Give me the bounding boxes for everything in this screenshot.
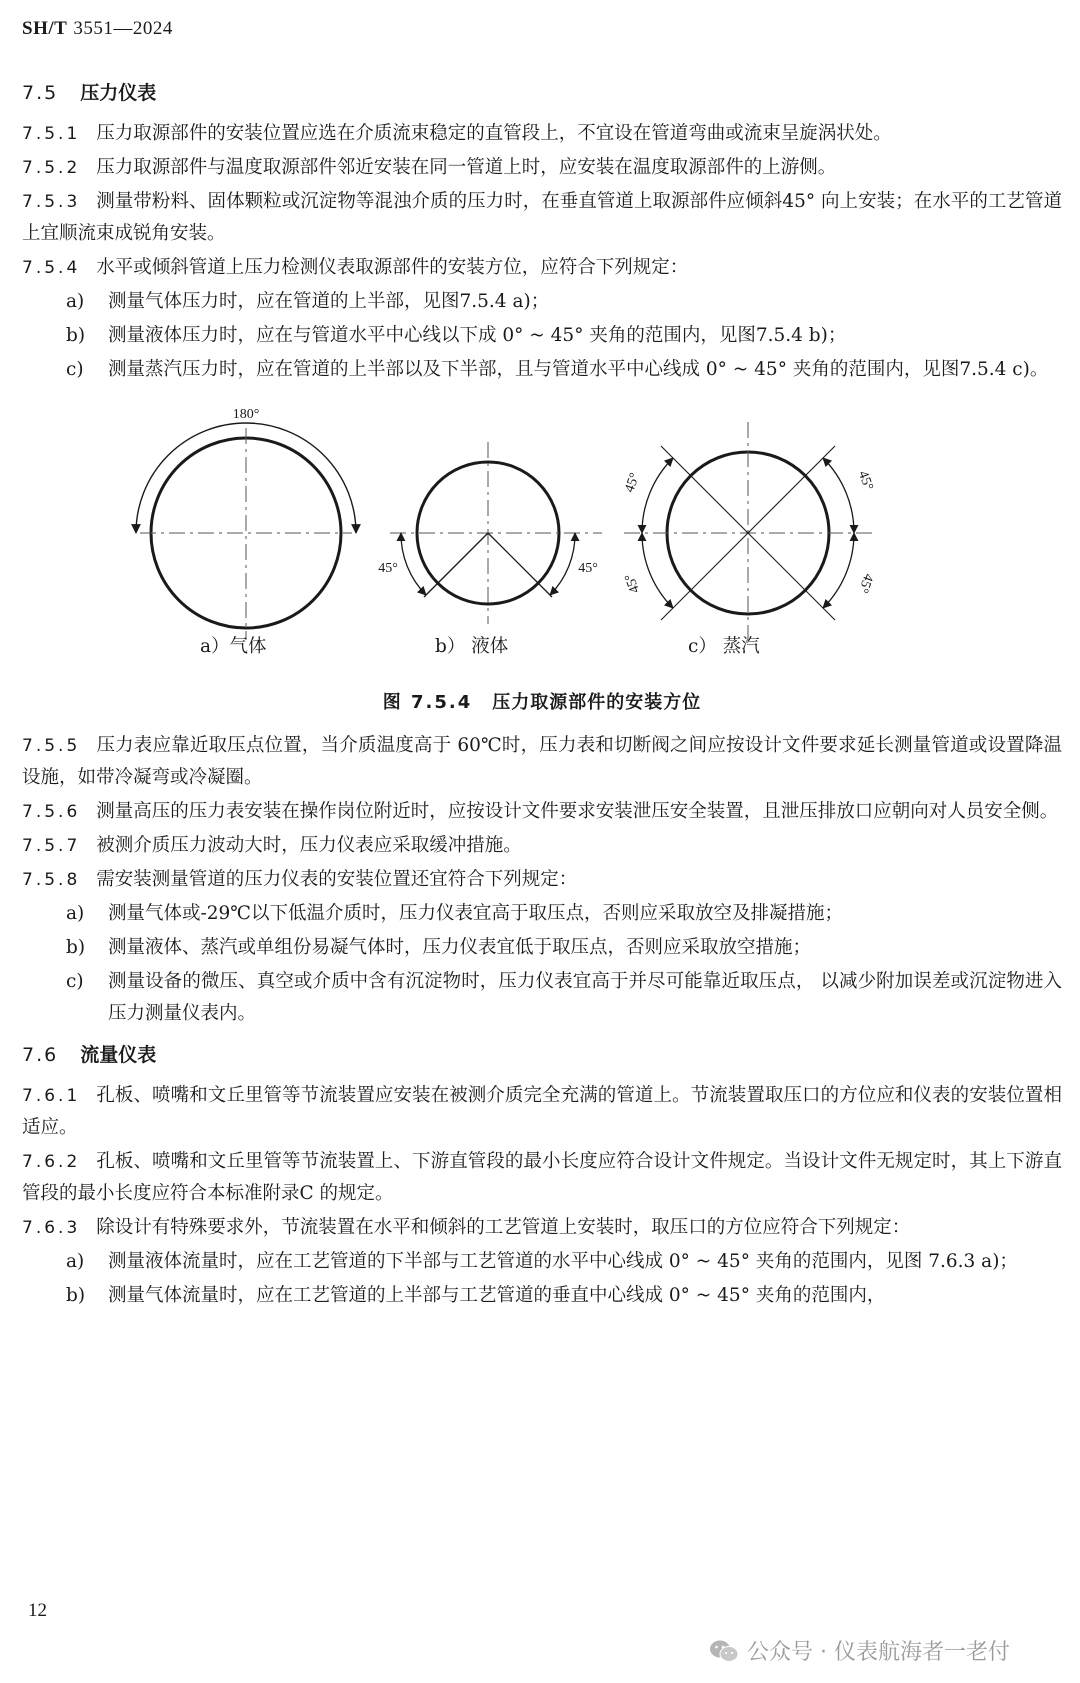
- angle-label-45-lower-right: 45°: [854, 571, 876, 595]
- list-item: a) 测量气体压力时，应在管道的上半部，见图7.5.4 a)；: [66, 291, 550, 312]
- list-item: b) 测量液体压力时，应在与管道水平中心线以下成 0° ~ 45° 夹角的范围内，见图7.5.4 b)；: [66, 325, 847, 346]
- clause-7-5-4: 7.5.4 水平或倾斜管道上压力检测仪表取源部件的安装方位，应符合下列规定：: [22, 257, 689, 278]
- section-heading-7-6: 7.6 流量仪表: [22, 1044, 157, 1066]
- diagram-liquid: [378, 442, 602, 624]
- watermark: [709, 1635, 1010, 1666]
- clause-7-6-3: 7.6.3 除设计有特殊要求外，节流装置在水平和倾斜的工艺管道上安装时，取压口的方位应符合下列规定：: [22, 1217, 911, 1238]
- figure-7-5-4: [22, 396, 1062, 686]
- watermark-text: 公众号 · 仪表航海者一老付: [747, 1640, 1010, 1665]
- angle-label-45-upper-right: 45°: [854, 469, 876, 493]
- section-heading-7-5: 7.5 压力仪表: [22, 82, 157, 104]
- standard-code: SH/T: [22, 18, 68, 39]
- standard-header: [22, 18, 173, 40]
- standard-number: 3551—2024: [73, 18, 173, 39]
- list-item: a) 测量液体流量时，应在工艺管道的下半部与工艺管道的水平中心线成 0° ~ 45° 夹角的范围内，见图 7.6.3 a)；: [66, 1251, 1018, 1272]
- clause-7-5-7: 7.5.7 被测介质压力波动大时，压力仪表应采取缓冲措施。: [22, 835, 522, 856]
- figure-diagrams: [22, 396, 1062, 676]
- list-item: a) 测量气体或-29℃以下低温介质时，压力仪表宜高于取压点，否则应采取放空及排凝措施；: [66, 903, 843, 924]
- clause-7-6-1: 7.6.1 孔板、喷嘴和文丘里管等节流装置应安装在被测介质完全充满的管道上。节流装置取压口的方位应和仪表的安装位置相适应。: [22, 1085, 1062, 1138]
- clause-7-6-2: 7.6.2 孔板、喷嘴和文丘里管等节流装置上、下游直管段的最小长度应符合设计文件规定。当设计文件无规定时，其上下游直管段的最小长度应符合本标准附录C 的规定。: [22, 1151, 1062, 1204]
- clause-7-5-6: 7.5.6 测量高压的压力表安装在操作岗位附近时，应按设计文件要求安装泄压安全装置，且泄压排放口应朝向对人员安全侧。: [22, 801, 1059, 822]
- angle-label-180: 180°: [232, 407, 260, 422]
- subcaption-steam: c） 蒸汽: [688, 636, 760, 657]
- angle-label-45-right: 45°: [578, 561, 598, 576]
- list-item: c) 测量设备的微压、真空或介质中含有沉淀物时，压力仪表宜高于并尽可能靠近取压点， 以减少附加误差或沉淀物进入压力测量仪表内。: [66, 971, 1062, 1024]
- subcaption-liquid: b） 液体: [435, 636, 509, 657]
- list-item: c) 测量蒸汽压力时，应在管道的上半部以及下半部，且与管道水平中心线成 0° ~ 45° 夹角的范围内，见图7.5.4 c)。: [66, 359, 1049, 380]
- subcaption-gas: a）气体: [200, 636, 267, 657]
- angle-label-45-lower-left: 45°: [622, 571, 644, 595]
- page-number: 12: [28, 1600, 47, 1621]
- list-item: b) 测量液体、蒸汽或单组份易凝气体时，压力仪表宜低于取压点，否则应采取放空措施；: [66, 937, 812, 958]
- clause-7-5-5: 7.5.5 压力表应靠近取压点位置，当介质温度高于 60℃时，压力表和切断阀之间应按设计文件要求延长测量管道或设置降温设施，如带冷凝弯或冷凝圈。: [22, 735, 1062, 788]
- figure-caption: 图 7.5.4 压力取源部件的安装方位: [382, 692, 702, 713]
- clause-7-5-3: 7.5.3 测量带粉料、固体颗粒或沉淀物等混浊介质的压力时，在垂直管道上取源部件应倾斜45° 向上安装；在水平的工艺管道上宜顺流束成锐角安装。: [22, 191, 1062, 244]
- main-content: [22, 78, 1062, 1314]
- clause-7-5-2: 7.5.2 压力取源部件与温度取源部件邻近安装在同一管道上时，应安装在温度取源部件的上游侧。: [22, 157, 837, 178]
- list-item: b) 测量气体流量时，应在工艺管道的上半部与工艺管道的垂直中心线成 0° ~ 45° 夹角的范围内，: [66, 1285, 886, 1306]
- angle-label-45-left: 45°: [378, 561, 398, 576]
- angle-label-45-upper-left: 45°: [622, 471, 644, 495]
- wechat-icon: [709, 1638, 739, 1664]
- diagram-gas: [136, 407, 356, 640]
- clause-7-5-1: 7.5.1 压力取源部件的安装位置应选在介质流束稳定的直管段上，不宜设在管道弯曲或流束呈旋涡状处。: [22, 123, 892, 144]
- diagram-steam: [622, 422, 875, 642]
- clause-7-5-8: 7.5.8 需安装测量管道的压力仪表的安装位置还宜符合下列规定：: [22, 869, 578, 890]
